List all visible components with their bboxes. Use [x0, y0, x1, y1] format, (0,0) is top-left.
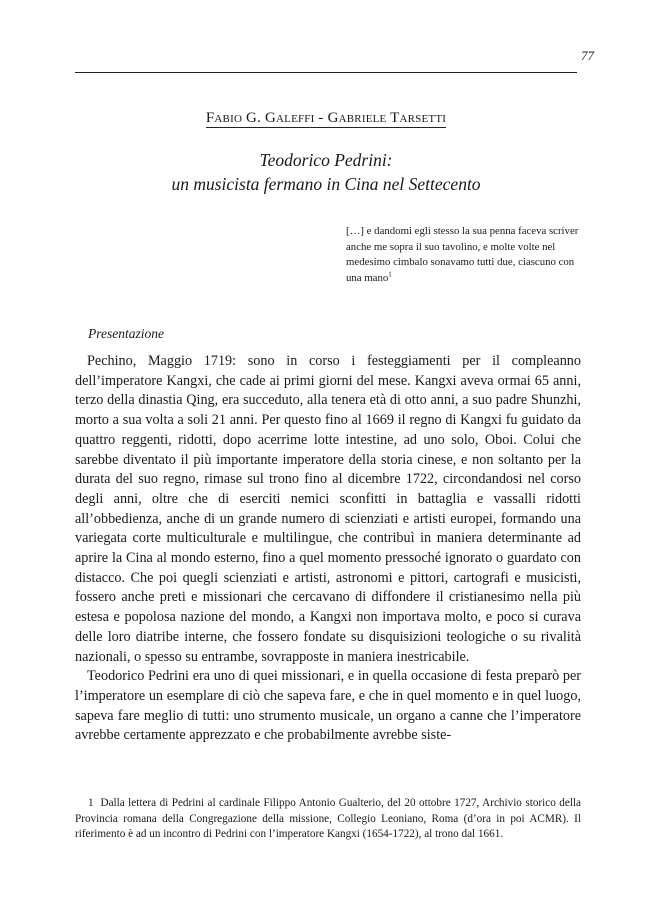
paragraph: Teodorico Pedrini era uno di quei missionari, e in quella occasione di festa preparò per l’imperatore un esemplare di ciò che sapeva fare, e che in quel momento e in quel luogo, sapeva fare meglio di tutti: uno strumento musicale, un organo a canne che l’imperatore avrebbe certamente apprezzato e che probabilmente avrebbe siste-	[75, 668, 581, 744]
footnote-text: Dalla lettera di Pedrini al cardinale Filippo Antonio Gualterio, del 20 ottobre 1727, Archivio storico della Provincia romana della Congregazione della missione, Collegio Leoniano, Roma (d’ora in poi ACMR). Il riferimento è ad un incontro di Pedrini con l’imperatore Kangxi (1654-1722), al trono dal 1661.	[75, 797, 581, 841]
epigraph	[346, 224, 582, 287]
header-rule	[75, 72, 577, 73]
epigraph-text: […] e dandomi egli stesso la sua penna faceva scriver anche me sopra il suo tavolino, e molte volte nel medesimo cimbalo sonavamo tutti due, ciascuno con una mano	[346, 225, 579, 285]
title-line-2: un musicista fermano in Cina nel Settecento	[171, 174, 481, 194]
title-line-1: Teodorico Pedrini:	[259, 150, 393, 170]
authors-text: Fabio G. Galeffi - Gabriele Tarsetti	[205, 110, 447, 126]
footnote-number: 1	[88, 797, 94, 809]
article-title	[75, 148, 577, 196]
footnote	[75, 796, 581, 843]
paragraph: Pechino, Maggio 1719: sono in corso i festeggiamenti per il compleanno dell’imperatore Kangxi, che cade ai primi giorni del mese. Kangxi aveva ormai 65 anni, terzo della dinastia Qing, era succeduto, alla tenera età di otto anni, a suo padre Shunzhi, morto a sua volta a soli 21 anni. Per questo fino al 1669 il regno di Kangxi fu guidato da quattro reggenti, ridotti, dopo acerrime lotte intestine, ad uno solo, Oboi. Colui che sarebbe diventato il più importante imperatore della storia cinese, e non soltanto per la durata del suo regno, rimase sul trono fino al dicembre 1722, circondandosi nel corso degli anni, oltre che di eserciti nemici sconfitti in battaglia e vassalli ridotti all’obbedienza, anche di un grande numero di scienziati e artisti europei, formando una variegata corte multiculturale e multilingue, che contribuì in maniera determinante ad aprire la Cina al mondo esterno, fino a quel momento pressoché ignorato o guardato con distacco. Che poi quegli scienziati e artisti, astronomi e pittori, cartografi e musicisti, fossero anche preti e missionari che cercavano di diffondere il cristianesimo nella più estesa e popolosa nazione del mondo, a Kangxi non importava molto, e poco si curava delle loro diatribe interne, che fossero fondate su disquisizioni teologiche o su rivalità nazionali, o spesso su entrambe, sovrapposte in maniera inestricabile.	[75, 353, 581, 665]
article-authors	[75, 110, 577, 127]
page-number: 77	[581, 48, 594, 63]
epigraph-footnote-ref: 1	[388, 270, 392, 279]
body-text	[75, 352, 581, 746]
section-heading: Presentazione	[88, 326, 164, 341]
